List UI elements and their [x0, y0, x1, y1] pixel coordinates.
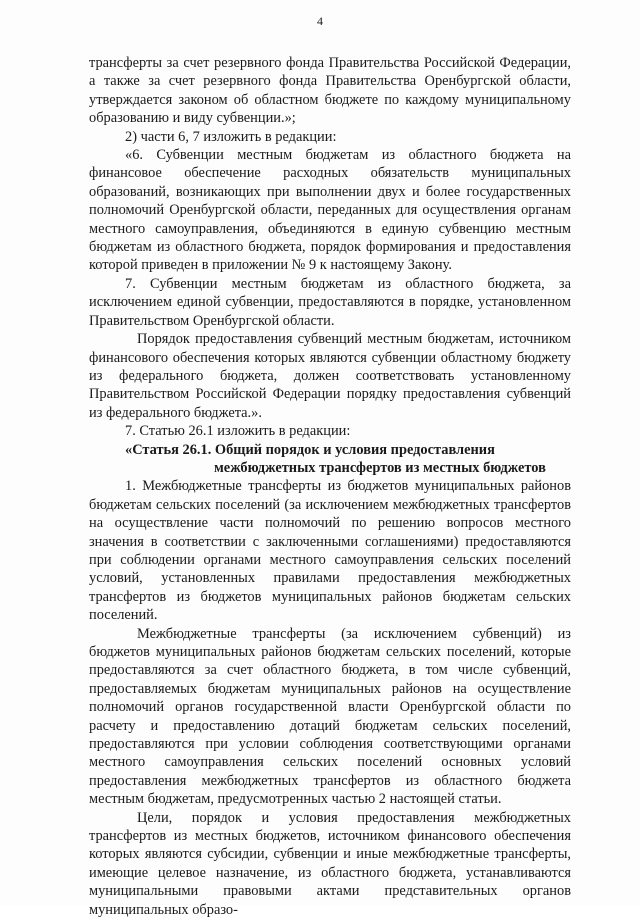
paragraph-subvention-procedure: Порядок предоставления субвенций местным бюджетам, источником финансового обеспечения которых являются субвенции областному бюджету из федерального бюджета, должен соответствовать установленному Правительством Российской Федерации порядку предоставления субвенций из федерального бюджета.». [89, 331, 571, 421]
paragraph-part-6: «6. Субвенции местным бюджетам из областного бюджета на финансовое обеспечение расходных обязательств муниципальных образований, возникающих при выполнении двух и более государственных полномочий Оренбургской области, переданных для осуществления органам местного самоуправления, объединяются в единую субвенцию местным бюджетам из областного бюджета, порядок формирования и предоставления которой приведен в приложении № 9 к настоящему Закону. [89, 147, 571, 274]
article-paragraph-1: 1. Межбюджетные трансферты из бюджетов муниципальных районов бюджетам сельских поселений (за исключением межбюджетных трансфертов на осуществление части полномочий по решению вопросов местного значения в соответствии с заключенными соглашениями) предоставляются при соблюдении органами местного самоуправления сельских поселений условий, установленных правилами предоставления межбюджетных трансфертов из бюджетов муниципальных районов бюджетам сельских поселений. [89, 478, 571, 624]
article-heading-line-1: «Статья 26.1. Общий порядок и условия предоставления [125, 441, 495, 458]
paragraph-part-7: 7. Субвенции местным бюджетам из областного бюджета, за исключением единой субвенции, предоставляются в порядке, установленном Правительством Оренбургской области. [89, 275, 571, 329]
paragraph-continuation: трансферты за счет резервного фонда Правительства Российской Федерации, а также за счет резервного фонда Правительства Оренбургской области, утверждается законом об областном бюджете по каждому муниципальному образованию и виду субвенции.»; [89, 55, 571, 127]
paragraph-amendment-2: 2) части 6, 7 изложить в редакции: [125, 128, 337, 145]
article-paragraph-3: Цели, порядок и условия предоставления межбюджетных трансфертов из местных бюджетов, источником финансового обеспечения которых являются субсидии, субвенции и иные межбюджетные трансферты, имеющие целевое назначение, из областного бюджета, устанавливаются муниципальными правовыми актами представительных органов муниципальных образо- [89, 809, 571, 918]
article-heading [89, 441, 571, 478]
document-body [89, 54, 571, 919]
article-heading-line-2: межбюджетных трансфертов из местных бюджетов [214, 459, 546, 476]
page-number: 4 [317, 14, 323, 28]
article-paragraph-2: Межбюджетные трансферты (за исключением субвенций) из бюджетов муниципальных районов бюджетам сельских поселений, которые предоставляются за счет областного бюджета, в том числе субвенций, предоставляемых бюджетам муниципальных районов на осуществление полномочий органов государственной власти Оренбургской области по расчету и предоставлению дотаций бюджетам сельских поселений, предоставляются при условии соблюдения соответствующими органами местного самоуправления сельских поселений основных условий предоставления межбюджетных трансфертов из областного бюджета местным бюджетам, предусмотренных частью 2 настоящей статьи. [89, 625, 571, 808]
paragraph-amendment-7: 7. Статью 26.1 изложить в редакции: [125, 423, 351, 440]
